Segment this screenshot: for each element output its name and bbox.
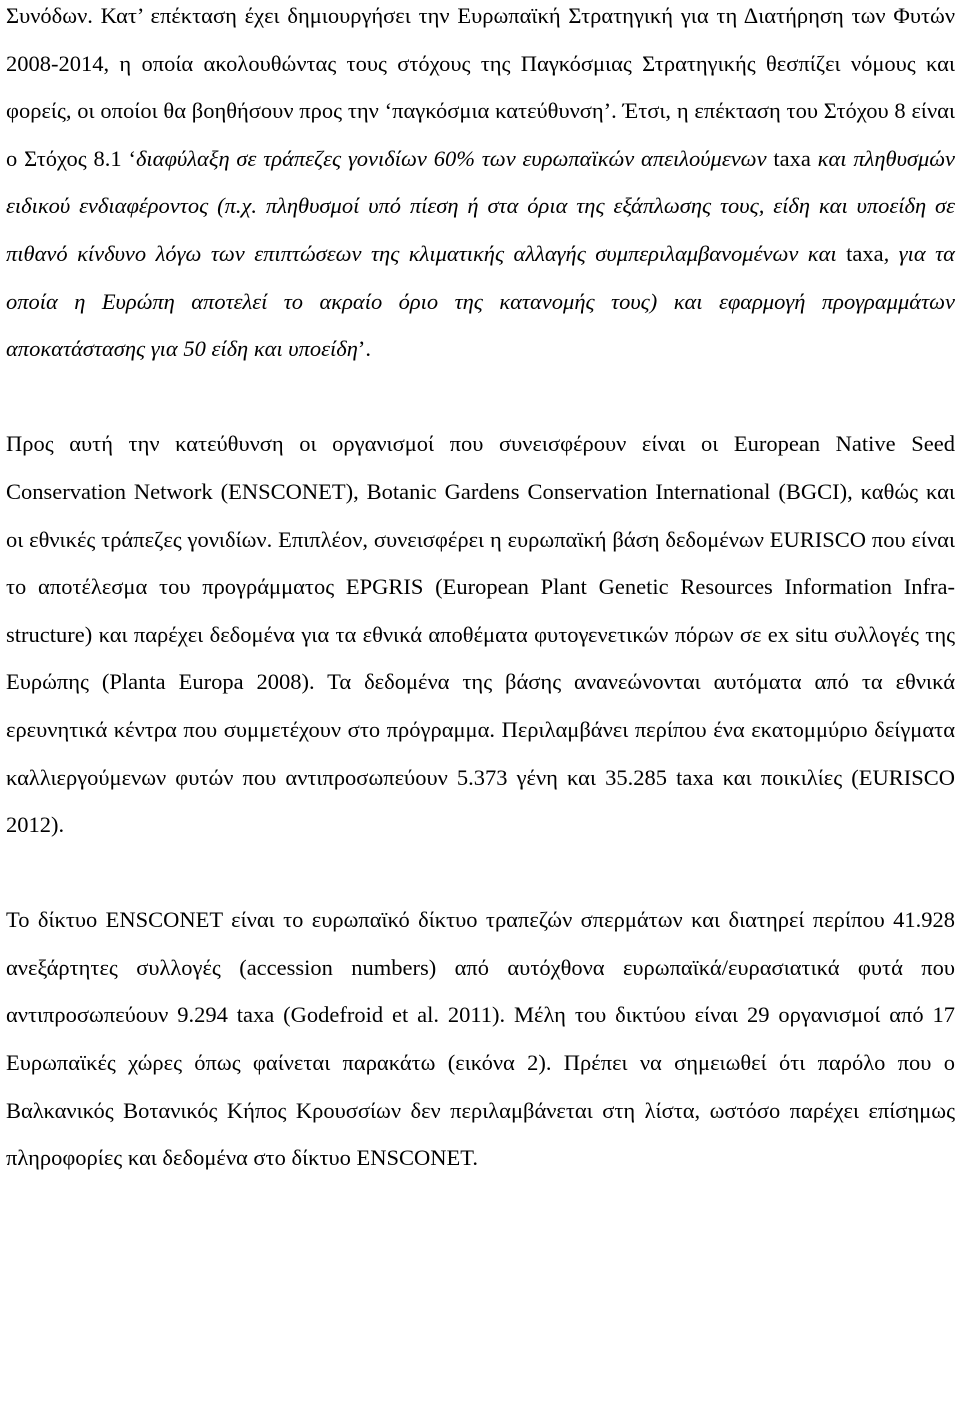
text-segment-italic: , για τα οποία η Ευρώπη αποτελεί το ακραίο όριο της κατανομής τους) και εφαρμογή προγραμμάτων αποκατάστασης για 50 είδη και υποείδη: [6, 240, 955, 362]
text-segment: taxa: [773, 145, 811, 171]
text-segment-italic: διαφύλαξη σε τράπεζες γονιδίων 60% των ευρωπαϊκών απειλούμενων: [135, 145, 774, 171]
paragraph-ensconet-network: [6, 896, 955, 1182]
text-segment: Προς αυτή την κατεύθυνση οι οργανισμοί που συνεισφέρουν είναι οι European Native Seed Conservation Network (ENSCONET), Botanic Gardens Conservation International (BGCI), καθώς και οι εθνικές τράπεζες γονιδίων. Επιπλέον, συνεισφέρει η ευρωπαϊκή βάση δεδομένων EURISCO που είναι το αποτέλεσμα του προγράμματος EPGRIS (European Plant Genetic Resources Information Infra-structure) και παρέχει δεδομένα για τα εθνικά αποθέματα φυτογενετικών πόρων σε ex situ συλλογές της Ευρώπης (Planta Europa 2008). Τα δεδομένα της βάσης ανανεώνονται αυτόματα από τα εθνικά ερευνητικά κέντρα που συμμετέχουν στο πρόγραμμα. Περιλαμβάνει περίπου ένα εκατομμύριο δείγματα καλλιεργούμενων φυτών που αντιπροσωπεύουν 5.373 γένη και 35.285 taxa και ποικιλίες (EURISCO 2012).: [6, 431, 955, 838]
text-segment-italic: και πληθυσμών ειδικού ενδιαφέροντος (π.χ. πληθυσμοί υπό πίεση ή στα όρια της εξάπλωσης τους, είδη και υποείδη σε πιθανό κίνδυνο λόγω των επιπτώσεων της κλιματικής αλλαγής συμπεριλαμβανομένων και: [6, 145, 955, 266]
text-segment: Το δίκτυο ENSCONET είναι το ευρωπαϊκό δίκτυο τραπεζών σπερμάτων και διατηρεί περίπου 41.928 ανεξάρτητες συλλογές (accession numbers) από αυτόχθονα ευρωπαϊκά/ευρασιατικά φυτά που αντιπροσωπεύουν 9.294 taxa (Godefroid et al. 2011). Μέλη του δικτύου είναι 29 οργανισμοί από 17 Ευρωπαϊκές χώρες όπως φαίνεται παρακάτω (εικόνα 2). Πρέπει να σημειωθεί ότι παρόλο που ο Βαλκανικός Βοτανικός Κήπος Κρουσσίων δεν περιλαμβάνεται στη λίστα, ωστόσο παρέχει επίσημως πληροφορίες και δεδομένα στο δίκτυο ENSCONET.: [6, 907, 955, 1171]
text-segment: ’.: [357, 336, 372, 362]
text-segment: taxa: [846, 240, 884, 266]
paragraph-contributing-organizations: [6, 420, 955, 848]
text-segment: Συνόδων. Κατ’ επέκταση έχει δημιουργήσει την Ευρωπαϊκή Στρατηγική για τη Διατήρηση των Φυτών 2008-2014, η οποία ακολουθώντας τους στόχους της Παγκόσμιας Στρατηγικής θεσπίζει νόμους και φορείς, οι οποίοι θα βοηθήσουν προς την ‘παγκόσμια κατεύθυνση’. Έτσι, η επέκταση του Στόχου 8 είναι ο Στόχος 8.1 ‘: [6, 3, 955, 171]
document-page: [6, 0, 955, 1182]
paragraph-european-strategy: [6, 0, 955, 373]
